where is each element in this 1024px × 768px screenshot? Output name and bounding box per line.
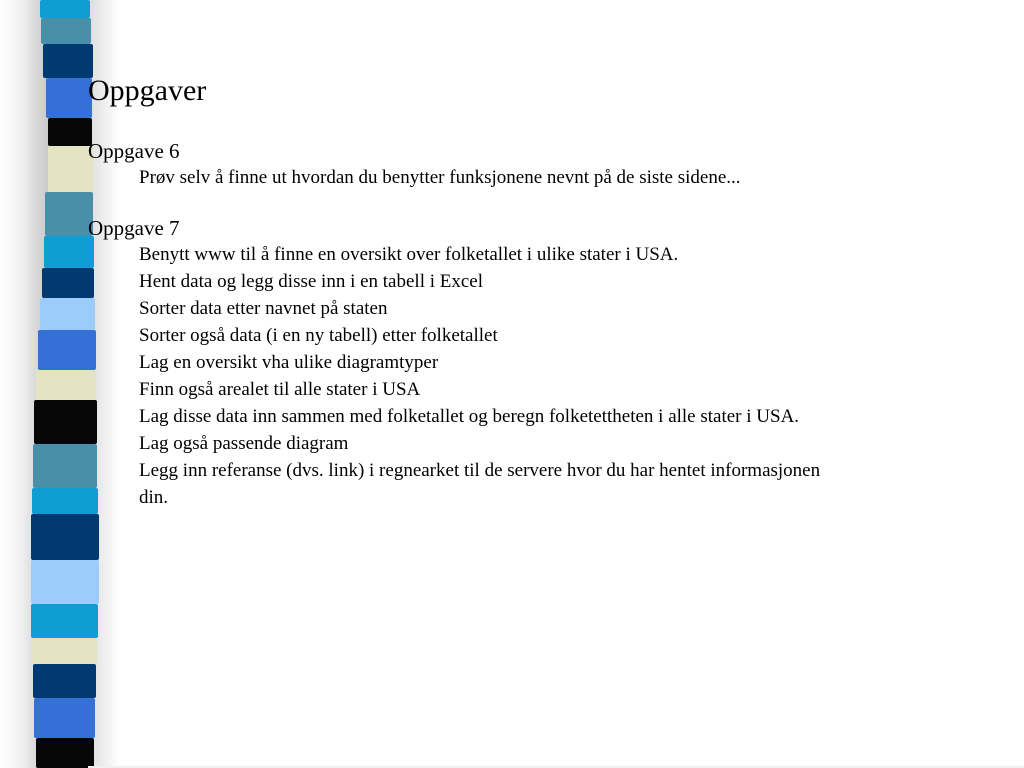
task-heading: Oppgave 7 [88,216,180,240]
slide-content [88,72,988,535]
stripe-block [32,638,97,664]
task-line: Sorter også data (i en ny tabell) etter folketallet [139,325,498,346]
stripe-block [36,738,94,768]
task-lines [88,164,988,191]
stripe-block [44,236,94,268]
task-line: Legg inn referanse (dvs. link) i regnearket til de servere hvor du har hentet informasjonen din. [139,460,821,508]
task-line: Lag disse data inn sammen med folketallet og beregn folketettheten i alle stater i USA. [139,406,800,427]
task-lines [88,241,988,511]
stripe-block [48,118,92,146]
stripe-block [40,298,95,330]
task-line: Lag en oversikt vha ulike diagramtyper [139,352,439,373]
task-line: Finn også arealet til alle stater i USA [139,379,421,400]
stripe-block [42,268,94,298]
task-line: Sorter data etter navnet på staten [139,298,388,319]
stripe-block [48,146,93,192]
stripe-block [43,44,93,78]
stripe-block [31,604,98,638]
stripe-block [31,560,99,604]
task-line: Lag også passende diagram [139,433,349,454]
task-line: Benytt www til å finne en oversikt over folketallet i ulike stater i USA. [139,244,679,265]
task-7 [88,215,988,511]
stripe-block [46,78,92,118]
stripe-block [45,192,93,236]
task-line: Hent data og legg disse inn i en tabell i Excel [139,271,484,292]
task-heading: Oppgave 6 [88,139,180,163]
stripe-block [33,664,96,698]
stripe-block [40,0,90,18]
task-line: Prøv selv å finne ut hvordan du benytter funksjonene nevnt på de siste sidene... [139,167,741,188]
slide-title: Oppgaver [88,74,207,107]
task-6 [88,138,988,191]
stripe-block [41,18,91,44]
stripe-block [36,370,96,400]
stripe-block [34,698,95,738]
